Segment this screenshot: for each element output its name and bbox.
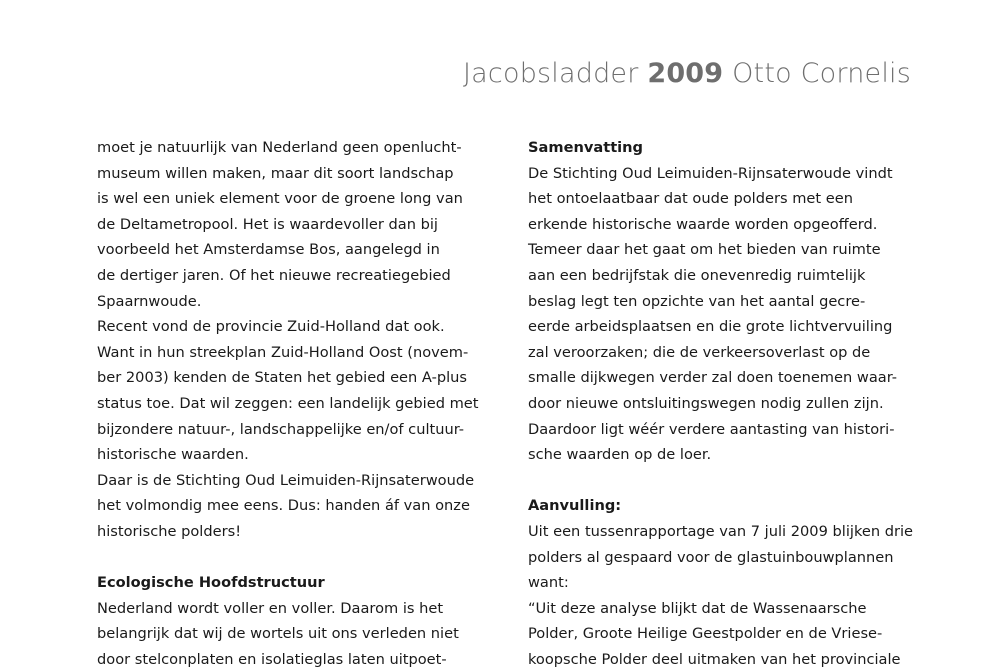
left-paragraph-2: [97, 314, 487, 468]
text-line: belangrijk dat wij de wortels uit ons verleden niet: [97, 625, 459, 643]
text-line: is wel een uniek element voor de groene long van: [97, 190, 463, 208]
text-line: aan een bedrijfstak die onevenredig ruimtelijk: [528, 266, 866, 284]
page-header: [463, 58, 911, 89]
spacer: [97, 545, 487, 571]
text-line: want:: [528, 574, 569, 592]
text-line: Uit een tussenrapportage van 7 juli 2009 blijken drie: [528, 522, 914, 540]
header-author: Otto Cornelis: [732, 58, 911, 89]
left-paragraph-3: [97, 468, 487, 545]
text-line: koopsche Polder deel uitmaken van het provinciale: [528, 650, 901, 668]
text-line: zal veroorzaken; die de verkeersoverlast op de: [528, 343, 871, 361]
text-line: bijzondere natuur-, landschappelijke en/of cultuur-: [97, 420, 465, 438]
text-line: eerde arbeidsplaatsen en die grote lichtvervuiling: [528, 318, 893, 336]
right-column: [528, 135, 918, 672]
text-line: historische waarden.: [97, 446, 249, 464]
text-line: Temeer daar het gaat om het bieden van ruimte: [528, 241, 881, 259]
section-heading-aanvulling: Aanvulling:: [528, 497, 622, 515]
text-line: Want in hun streekplan Zuid-Holland Oost (novem-: [97, 343, 469, 361]
header-year: 2009: [647, 58, 724, 89]
right-paragraph-1: [528, 161, 918, 468]
text-line: Daardoor ligt wéér verdere aantasting van histori-: [528, 420, 895, 438]
left-paragraph-1: [97, 135, 487, 314]
text-line: smalle dijkwegen verder zal doen toenemen waar-: [528, 369, 898, 387]
text-line: museum willen maken, maar dit soort landschap: [97, 164, 454, 182]
left-column: [97, 135, 487, 672]
text-line: erkende historische waarde worden opgeofferd.: [528, 215, 878, 233]
text-line: het volmondig mee eens. Dus: handen áf van onze: [97, 497, 470, 515]
text-line: Spaarnwoude.: [97, 292, 202, 310]
text-line: polders al gespaard voor de glastuinbouwplannen: [528, 548, 894, 566]
text-line: beslag legt ten opzichte van het aantal gecre-: [528, 292, 866, 310]
text-line: status toe. Dat wil zeggen: een landelijk gebied met: [97, 394, 479, 412]
text-line: moet je natuurlijk van Nederland geen openlucht-: [97, 139, 462, 156]
text-line: “Uit deze analyse blijkt dat de Wassenaarsche: [528, 599, 867, 617]
text-line: De Stichting Oud Leimuiden-Rijnsaterwoude vindt: [528, 164, 893, 182]
text-line: ber 2003) kenden de Staten het gebied een A-plus: [97, 369, 468, 387]
text-line: Daar is de Stichting Oud Leimuiden-Rijnsaterwoude: [97, 471, 475, 489]
section-heading-ecologische: Ecologische Hoofdstructuur: [97, 574, 325, 592]
spacer: [528, 468, 918, 494]
left-paragraph-4: [97, 596, 487, 672]
text-line: sche waarden op de loer.: [528, 446, 712, 464]
text-line: de Deltametropool. Het is waardevoller dan bij: [97, 215, 438, 233]
section-heading-samenvatting: Samenvatting: [528, 139, 644, 156]
text-line: door nieuwe ontsluitingswegen nodig zullen zijn.: [528, 394, 884, 412]
text-line: door stelconplaten en isolatieglas laten uitpoet-: [97, 650, 447, 668]
text-line: Polder, Groote Heilige Geestpolder en de Vriese-: [528, 625, 883, 643]
header-title: Jacobsladder: [463, 58, 639, 89]
text-line: Nederland wordt voller en voller. Daarom is het: [97, 599, 444, 617]
text-line: voorbeeld het Amsterdamse Bos, aangelegd in: [97, 241, 440, 259]
text-line: het ontoelaatbaar dat oude polders met een: [528, 190, 853, 208]
text-line: de dertiger jaren. Of het nieuwe recreatiegebied: [97, 266, 451, 284]
text-line: historische polders!: [97, 522, 242, 540]
right-paragraph-2: [528, 519, 918, 672]
text-line: Recent vond de provincie Zuid-Holland dat ook.: [97, 318, 445, 336]
